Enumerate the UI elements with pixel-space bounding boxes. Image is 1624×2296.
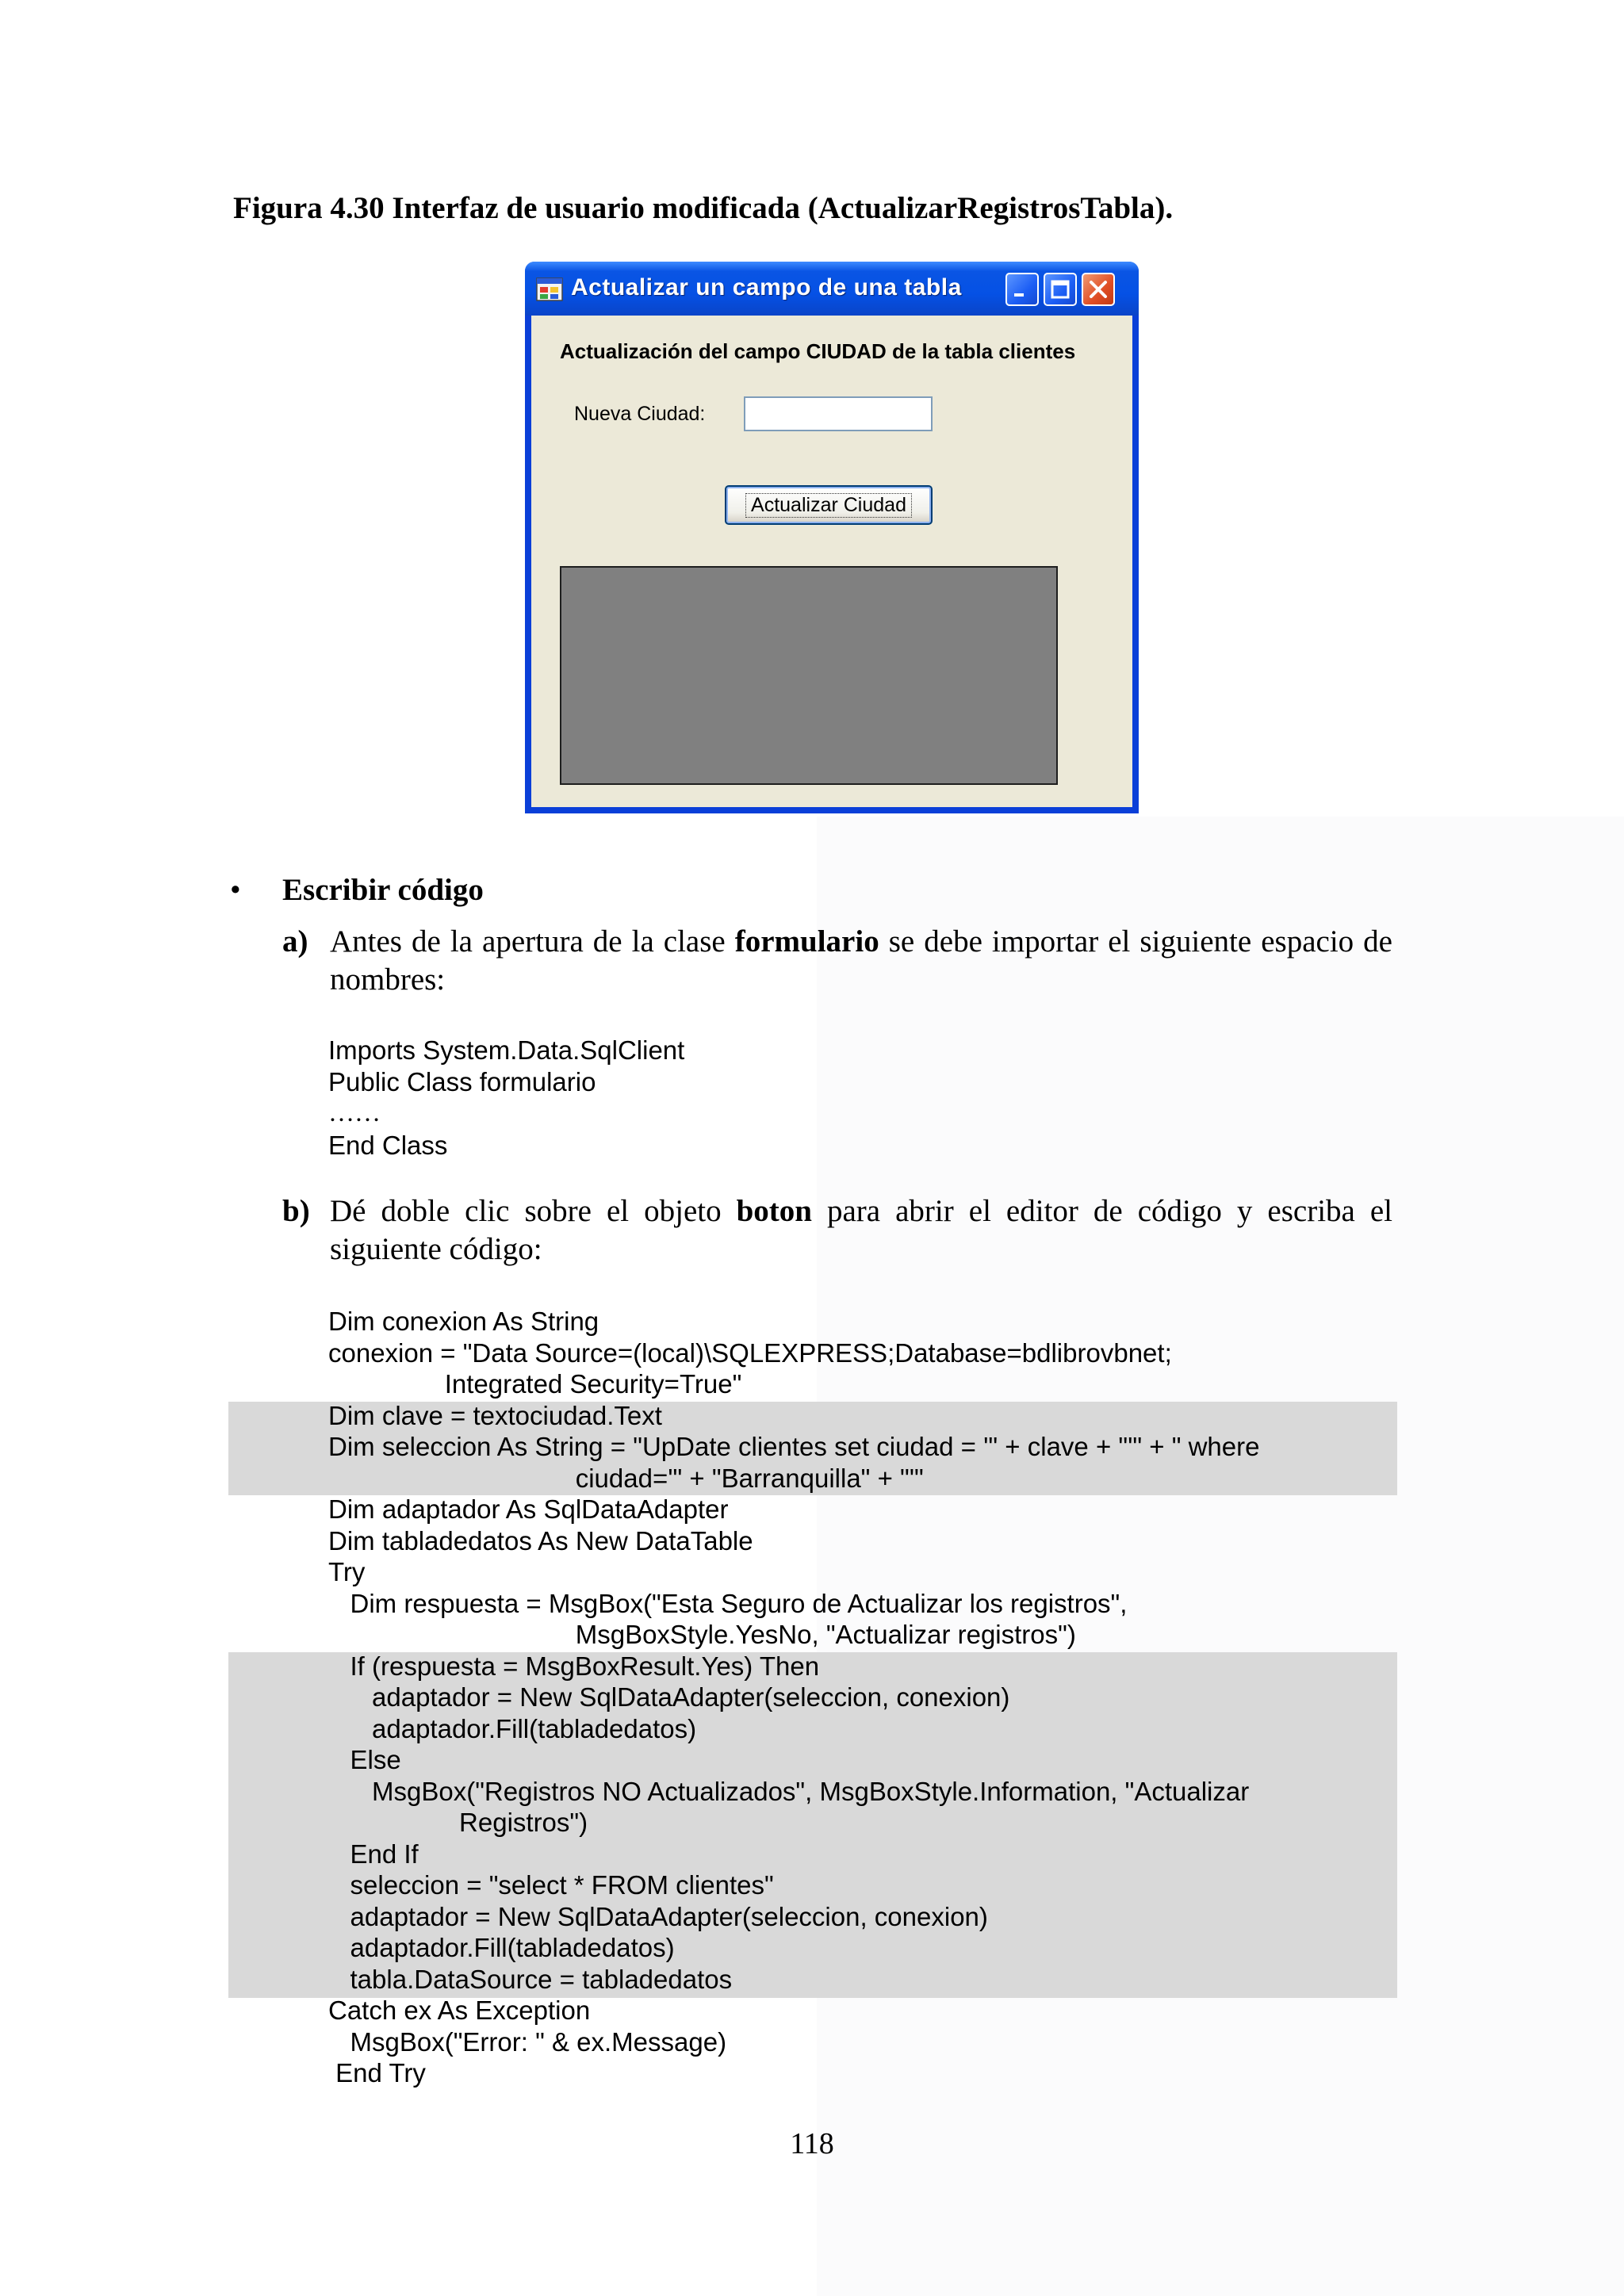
item-a-bold: formulario: [734, 924, 879, 959]
title-bar[interactable]: [525, 262, 1139, 316]
code-line: Else: [328, 1745, 401, 1774]
app-icon: [536, 277, 563, 301]
code-line: MsgBox("Error: " & ex.Message): [328, 2026, 727, 2057]
page-number: 118: [790, 2127, 834, 2160]
code-line: Dim respuesta = MsgBox("Esta Seguro de Actualizar los registros",: [328, 1588, 1128, 1618]
code-line: Dim conexion As String: [328, 1307, 599, 1336]
code-line: Public Class formulario: [328, 1067, 596, 1096]
item-b-text: [330, 1192, 1392, 1269]
window-title: Actualizar un campo de una tabla: [571, 274, 962, 300]
code-line: MsgBox("Registros NO Actualizados", MsgBoxStyle.Information, "Actualizar: [328, 1776, 1250, 1806]
data-grid[interactable]: [560, 566, 1058, 785]
maximize-button[interactable]: [1044, 273, 1077, 306]
window-client-area: [531, 316, 1132, 807]
code-line: adaptador = New SqlDataAdapter(seleccion, conexion): [328, 1901, 988, 1931]
nueva-ciudad-input[interactable]: [744, 396, 933, 431]
page-background: [817, 817, 1624, 2296]
close-button[interactable]: [1082, 273, 1115, 306]
maximize-icon: [1045, 274, 1075, 304]
nueva-ciudad-label: Nueva Ciudad:: [574, 403, 706, 425]
code-line: Imports System.Data.SqlClient: [328, 1035, 685, 1065]
code-line: Registros"): [328, 1808, 588, 1837]
code-line: Integrated Security=True": [328, 1369, 742, 1399]
code-line: If (respuesta = MsgBoxResult.Yes) Then: [328, 1651, 820, 1681]
code-line: Dim adaptador As SqlDataAdapter: [328, 1494, 729, 1524]
code-line: End If: [328, 1839, 419, 1869]
bullet-icon: •: [230, 873, 241, 907]
item-a-text: [330, 923, 1392, 999]
code-line: adaptador.Fill(tabladedatos): [328, 1713, 697, 1743]
minimize-button[interactable]: [1005, 273, 1039, 306]
code-line: Dim clave = textociudad.Text: [328, 1400, 662, 1430]
code-line: End Try: [328, 2058, 426, 2087]
code-line: Catch ex As Exception: [328, 1996, 591, 2025]
close-icon: [1083, 274, 1113, 304]
section-title: Escribir código: [282, 873, 484, 907]
code-line: seleccion = "select * FROM clientes": [328, 1870, 774, 1900]
code-line: adaptador.Fill(tabladedatos): [328, 1933, 675, 1962]
item-b-text-1: Dé doble clic sobre el objeto: [330, 1194, 737, 1228]
item-a-marker: a): [282, 924, 308, 959]
item-b-text-2: para abrir el editor de código y escriba el siguiente código:: [330, 1194, 1392, 1266]
app-window: [525, 262, 1139, 813]
code-line: MsgBoxStyle.YesNo, "Actualizar registros"): [328, 1620, 1076, 1649]
code-line: conexion = "Data Source=(local)\SQLEXPRESS;Database=bdlibrovbnet;: [328, 1337, 1172, 1368]
item-b-marker: b): [282, 1194, 310, 1228]
code-line: Try: [328, 1557, 366, 1586]
code-line: adaptador = New SqlDataAdapter(seleccion, conexion): [328, 1682, 1010, 1712]
code-line: End Class: [328, 1131, 448, 1160]
code-line: Dim seleccion As String = "UpDate clientes set ciudad = '" + clave + "'" + " where: [328, 1432, 1260, 1461]
code-line: ciudad='" + "Barranquilla" + "'": [328, 1463, 924, 1493]
code-line: ……: [328, 1099, 381, 1127]
code-line: tabla.DataSource = tabladedatos: [328, 1964, 733, 1994]
code-line: Dim tabladedatos As New DataTable: [328, 1525, 753, 1556]
item-b-bold: boton: [736, 1194, 812, 1228]
actualizar-ciudad-label: Actualizar Ciudad: [745, 493, 912, 518]
figure-caption: Figura 4.30 Interfaz de usuario modificada (ActualizarRegistrosTabla).: [233, 191, 1174, 225]
form-heading: Actualización del campo CIUDAD de la tabla clientes: [560, 339, 1076, 363]
item-a-text-2: se debe importar el siguiente espacio de nombres:: [330, 924, 1392, 997]
minimize-icon: [1007, 274, 1037, 304]
item-a-text-1: Antes de la apertura de la clase: [330, 924, 735, 959]
actualizar-ciudad-button[interactable]: [725, 485, 933, 525]
